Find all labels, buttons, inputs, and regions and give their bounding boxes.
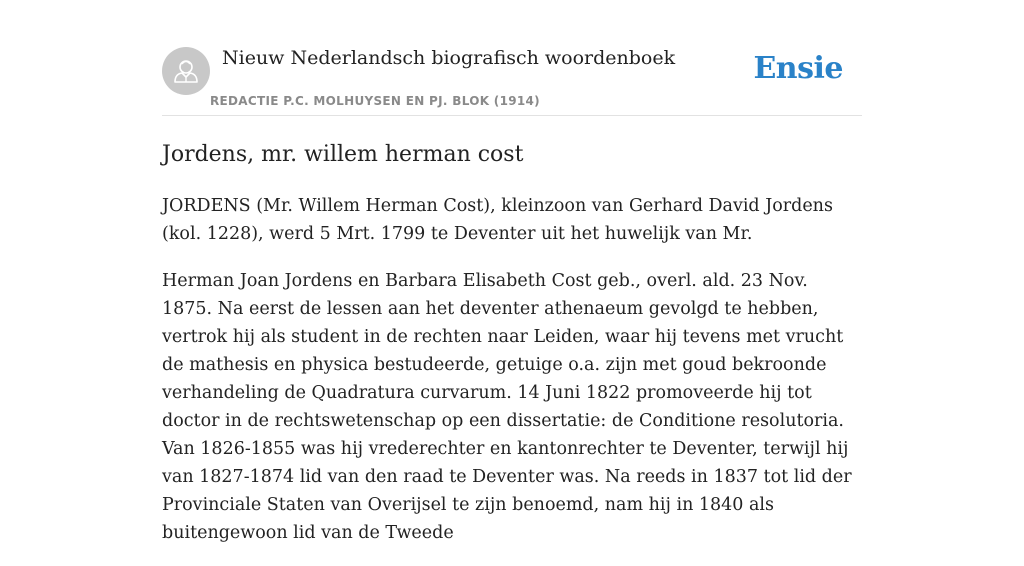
article-paragraph: JORDENS (Mr. Willem Herman Cost), kleinzoon van Gerhard David Jordens (kol. 1228), werd 5 Mrt. 1799 te Deventer uit het huwelijk van Mr.	[162, 196, 833, 244]
source-book-title[interactable]: Nieuw Nederlandsch biografisch woordenboek	[222, 47, 676, 69]
ensie-logo[interactable]: Ensie	[753, 51, 843, 86]
article-paragraph: Herman Joan Jordens en Barbara Elisabeth Cost geb., overl. ald. 23 Nov. 1875. Na eerst de lessen aan het deventer athenaeum gevolgd te hebben, vertrok hij als student in de rechten naar Leiden, waar hij tevens met vrucht de mathesis en physica bestudeerde, getuige o.a. zijn met goud bekroonde verhandeling de Quadratura curvarum. 14 Juni 1822 promoveerde hij tot doctor in de rechtswetenschap op een dissertatie: de Conditione resolutoria. Van 1826-1855 was hij vrederechter en kantonrechter te Deventer, terwijl hij van 1827-1874 lid van den raad te Deventer was. Na reeds in 1837 tot lid der Provinciale Staten van Overijsel te zijn benoemd, nam hij in 1840 als buitengewoon lid van de Tweede	[162, 271, 852, 543]
user-silhouette-icon	[162, 47, 210, 95]
avatar[interactable]	[162, 47, 210, 95]
article-title: Jordens, mr. willem herman cost	[162, 142, 524, 167]
source-header	[162, 0, 862, 116]
article-body	[162, 192, 862, 566]
source-editors-line: REDACTIE P.C. MOLHUYSEN EN PJ. BLOK (1914)	[210, 94, 540, 108]
